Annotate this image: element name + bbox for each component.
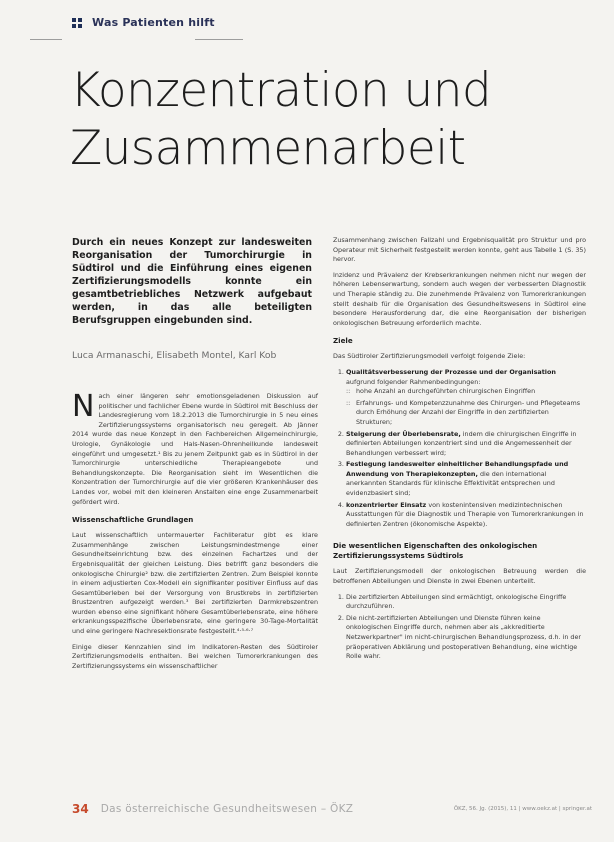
ebenen-list [333,593,586,662]
intro-paragraph [72,389,318,507]
right-column [333,236,586,668]
section-squares-icon [72,18,82,28]
goal-2-bold: Steigerung der Überlebensrate, [346,429,461,438]
goal-4-bold: konzentrierter Einsatz [346,500,427,509]
ziele-list [333,368,586,530]
goal-3-text: die den international anerkannten Standards für klinische Effektivität entsprechen und evidenzbasiert sind; [346,469,555,498]
paragraph-grundlagen-2: Einige dieser Kennzahlen sind im Indikatoren-Resten des Südtiroler Zertifizierungsmodells enthalten. Bei welchen Tumorerkrankungen des Zertifizierungssystems ein wissenschaftlicher [72,642,318,670]
article-lead: Durch ein neues Konzept zur landesweiten Reorganisation der Tumorchirurgie in Südtirol und die Einführung eines eigenen Zertifizierungsmodells konnte ein gesamtbetriebliches Netzwerk aufgebaut werden, in das alle beteiligten Berufsgruppen eingebunden sind. [72,237,312,326]
intro-text: ach einer längeren sehr emotionsgeladenen Diskussion auf politischer und fachlicher Ebene wurde in Südtirol mit Beschluss der Landesregierung vom 18.2.2013 die Tumorchirurgie in 5 neu eines Zertifizierungssystems organisatorisch neu geregelt. Ab Jänner 2014 wurde das neue Konzept in den Fachbereichen Allgemeinchirurgie, Urologie, Gynäkologie und Hals-Nasen-Ohrenheilkunde landesweit eingeführt und umgesetzt.¹ Bis zu jenem Zeitpunkt gab es in Südtirol in der Tumorchirurgie unterschiedliche Therapieangebote und Behandlungskonzepte. Die Reorganisation sieht im Wesentlichen die Konzentration der Tumorchirurgie auf die vier größeren Krankenhäuser des Landes vor, wobei mit den kleineren Anstalten eine enge Zusammenarbeit gefördert wird. [72,392,318,506]
goal-1-bold: Qualitätsverbesserung der Prozesse und der Organisation [346,367,556,376]
paragraph-fallzahl: Zusammenhang zwischen Fallzahl und Ergebnisqualität pro Struktur und pro Operateur mit Sicherheit festgestellt werden konnte, geht aus Tabelle 1 (S. 35) hervor. [333,236,586,264]
heading-grundlagen: Wissenschaftliche Grundlagen [72,515,194,525]
issue-info: ÖKZ, 56. Jg. (2015), 11 | www.oekz.at | springer.at [453,806,592,812]
article-authors: Luca Armanaschi, Elisabeth Montel, Karl Kob [72,350,277,361]
goal-1-sub-item: :: hohe Anzahl an durchgeführten chirurgischen Eingriffen [356,387,586,397]
goal-1-text: aufgrund folgender Rahmenbedingungen: [346,377,481,386]
goal-item [346,501,586,530]
goal-1-sub-item: :: Erfahrungs- und Kompetenzzunahme des Chirurgen- und Pflegeteams durch Erhöhung der Anzahl der Eingriffe in den zertifizierten Strukturen; [356,399,586,428]
header-rule-left [30,39,62,40]
section-label: Was Patienten hilft [92,16,215,29]
goal-1-sublist [346,387,586,427]
goal-item [346,368,586,428]
goal-3-bold: Festlegung landesweiter einheitlicher Behandlungspfade und Anwendung von Therapiekonzepten, [346,460,569,478]
section-header [72,16,215,29]
heading-ziele: Ziele [333,336,353,346]
paragraph-inzidenz: Inzidenz und Prävalenz der Krebserkrankungen nehmen nicht nur wegen der höheren Lebenserwartung, sondern auch wegen der verbesserten Diagnostik und Therapie ständig zu. Die zunehmende Prävalenz von Tumorerkrankungen stellt deshalb für die Organisation des Gesundheitswesens in Südtirol eine besondere Herausforderung dar, die eine Reorganisation der bisherigen onkologischen Betreuung erforderlich machte. [333,270,586,327]
article-title: Konzentration und Zusammenarbeit [70,63,492,176]
paragraph-grundlagen-1: Laut wissenschaftlich untermauerter Fachliteratur gibt es klare Zusammenhänge zwischen Leistungsmindestmenge einer Gesundheitseinrichtung bzw. des einzelnen Fachartzes und der Ergebnisqualität der gleichen Leistung. Dies betrifft ganz besonders die onkologische Chirurgie² bzw. die zertifizierten Zentren. Zum Beispiel konnte in einem adjustierten Cox-Modell ein signifikanter positiver Einfluss auf das Gesamtüberleben bei der Versorgung von Brustkrebs in zertifizierten Brustzentren aufgezeigt werden.³ Bei zertifizierten Darmkrebszentren wurden ebenso eine signifikant höhere Gesamtüberlebensrate, eine höhere erkrankungsspezifische Überlebensrate, eine geringere 30-Tage-Mortalität und eine geringere Nachresektionsrate festgestellt.⁴·⁵·⁶·⁷ [72,531,318,636]
goal-item [346,430,586,459]
page-number: 34 [72,802,89,816]
left-column [72,389,318,677]
publication-title: Das österreichische Gesundheitswesen – ÖKZ [100,803,354,815]
header-rule-right [195,39,243,40]
goal-item [346,460,586,498]
ebene-item: 1. Die zertifizierten Abteilungen sind ermächtigt, onkologische Eingriffe durchzuführen. [346,593,586,612]
ziele-intro: Das Südtiroler Zertifizierungsmodell verfolgt folgende Ziele: [333,352,526,361]
ebene-item: 2. Die nicht-zertifizierten Abteilungen und Dienste führen keine onkologischen Eingriffe durch, nehmen aber als „akkreditierte Netzwerkpartner" im nicht-chirurgischen Behandlungsprozess, d.h. in der präoperativen Abklärung und postoperativen Behandlung, eine wichtige Rolle wahr. [346,614,586,662]
drop-cap: N [72,389,95,424]
eigenschaften-intro: Laut Zertifizierungsmodell der onkologischen Betreuung werden die betroffenen Abteilungen und Dienste in zwei Ebenen unterteilt. [333,567,586,586]
goal-4-text: von kostenintensiven medizintechnischen Ausstattungen für die Diagnostik und Therapie von Tumorerkrankungen in definierten Zentren (ökonomische Aspekte). [346,500,584,528]
page-footer [72,802,592,816]
goal-2-text: indem die chirurgischen Eingriffe in definierten Abteilungen konzentriert sind und die Angemessenheit der Behandlungen verbessert wird; [346,429,577,457]
heading-eigenschaften: Die wesentlichen Eigenschaften des onkologischen Zertifizierungssystems Südtirols [333,541,538,561]
